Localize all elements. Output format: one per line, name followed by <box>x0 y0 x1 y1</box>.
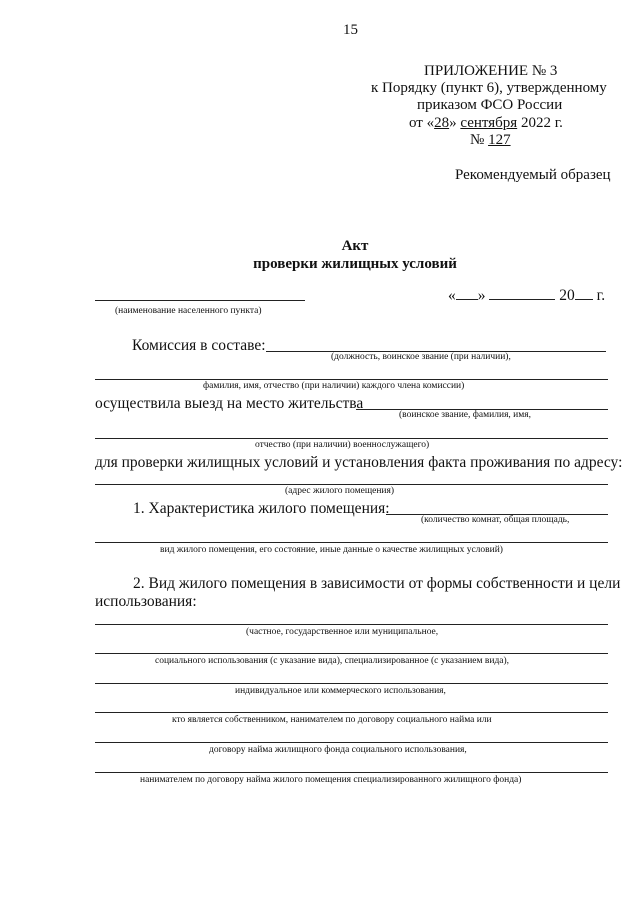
commission-label: Комиссия в составе: <box>132 337 266 354</box>
date-prefix: от « <box>409 115 435 131</box>
visit-line2 <box>95 438 608 439</box>
section1-label: 1. Характеристика жилого помещения: <box>133 500 390 517</box>
act-title: Акт <box>341 238 369 254</box>
address-caption: (адрес жилого помещения) <box>285 486 395 496</box>
section2-caption-4: кто является собственником, нанимателем по договору социального найма или <box>172 715 492 725</box>
settlement-line <box>95 300 305 301</box>
visit-caption2: отчество (при наличии) военнослужащего) <box>255 440 430 450</box>
date-suffix: 2022 г. <box>517 115 563 131</box>
section1-line2 <box>95 542 608 543</box>
section2-line2: использования: <box>95 593 197 610</box>
section2-blank-5 <box>95 742 608 743</box>
appendix-date <box>409 115 563 132</box>
date-mid: » <box>449 115 461 131</box>
section2-blank-4 <box>95 712 608 713</box>
year-prefix: 20 <box>559 287 575 304</box>
appendix-line3: приказом ФСО России <box>417 97 563 113</box>
section2-caption-3: индивидуальное или коммерческого использования, <box>235 686 446 696</box>
date-day: 28 <box>434 115 450 131</box>
address-line <box>95 484 608 485</box>
date-field <box>448 287 605 305</box>
order-number <box>470 132 511 149</box>
section2-blank-3 <box>95 683 608 684</box>
page-number: 15 <box>343 22 358 38</box>
section2-line1: 2. Вид жилого помещения в зависимости от формы собственности и цели <box>133 575 621 592</box>
date-close-quote: » <box>477 287 486 304</box>
section2-caption-5: договору найма жилищного фонда социального использования, <box>209 745 467 755</box>
section2-blank-6 <box>95 772 608 773</box>
settlement-caption: (наименование населенного пункта) <box>115 306 262 316</box>
section2-blank-1 <box>95 624 608 625</box>
commission-caption2: фамилия, имя, отчество (при наличии) каждого члена комиссии) <box>203 381 465 391</box>
act-subtitle: проверки жилищных условий <box>253 256 457 272</box>
order-value: 127 <box>488 132 511 148</box>
commission-line2 <box>95 379 608 380</box>
date-month: сентября <box>460 115 518 131</box>
year-suffix: г. <box>596 287 606 304</box>
section2-caption-2: социального использования (с указание вида), специализированное (с указанием вида), <box>155 656 510 666</box>
day-blank <box>456 299 478 300</box>
section2-blank-2 <box>95 653 608 654</box>
section1-caption2: вид жилого помещения, его состояние, иные данные о качестве жилищных условий) <box>160 545 503 555</box>
year-blank <box>575 299 593 300</box>
appendix-line2: к Порядку (пункт 6), утвержденному <box>371 80 607 96</box>
appendix-title: ПРИЛОЖЕНИЕ № 3 <box>424 63 558 79</box>
section2-caption-6: нанимателем по договору найма жилого помещения специализированного жилищного фонда) <box>140 775 522 785</box>
section1-caption1: (количество комнат, общая площадь, <box>421 515 570 525</box>
section2-caption-1: (частное, государственное или муниципальное, <box>246 627 439 637</box>
order-prefix: № <box>470 132 489 148</box>
purpose-text: для проверки жилищных условий и установления факта проживания по адресу: <box>95 454 623 471</box>
date-open-quote: « <box>448 287 456 304</box>
recommended-sample: Рекомендуемый образец <box>455 167 611 183</box>
month-blank <box>489 299 555 300</box>
visit-caption1: (воинское звание, фамилия, имя, <box>399 410 532 420</box>
commission-caption1: (должность, воинское звание (при наличии), <box>331 352 511 362</box>
visit-label: осуществила выезд на место жительства <box>95 395 364 412</box>
